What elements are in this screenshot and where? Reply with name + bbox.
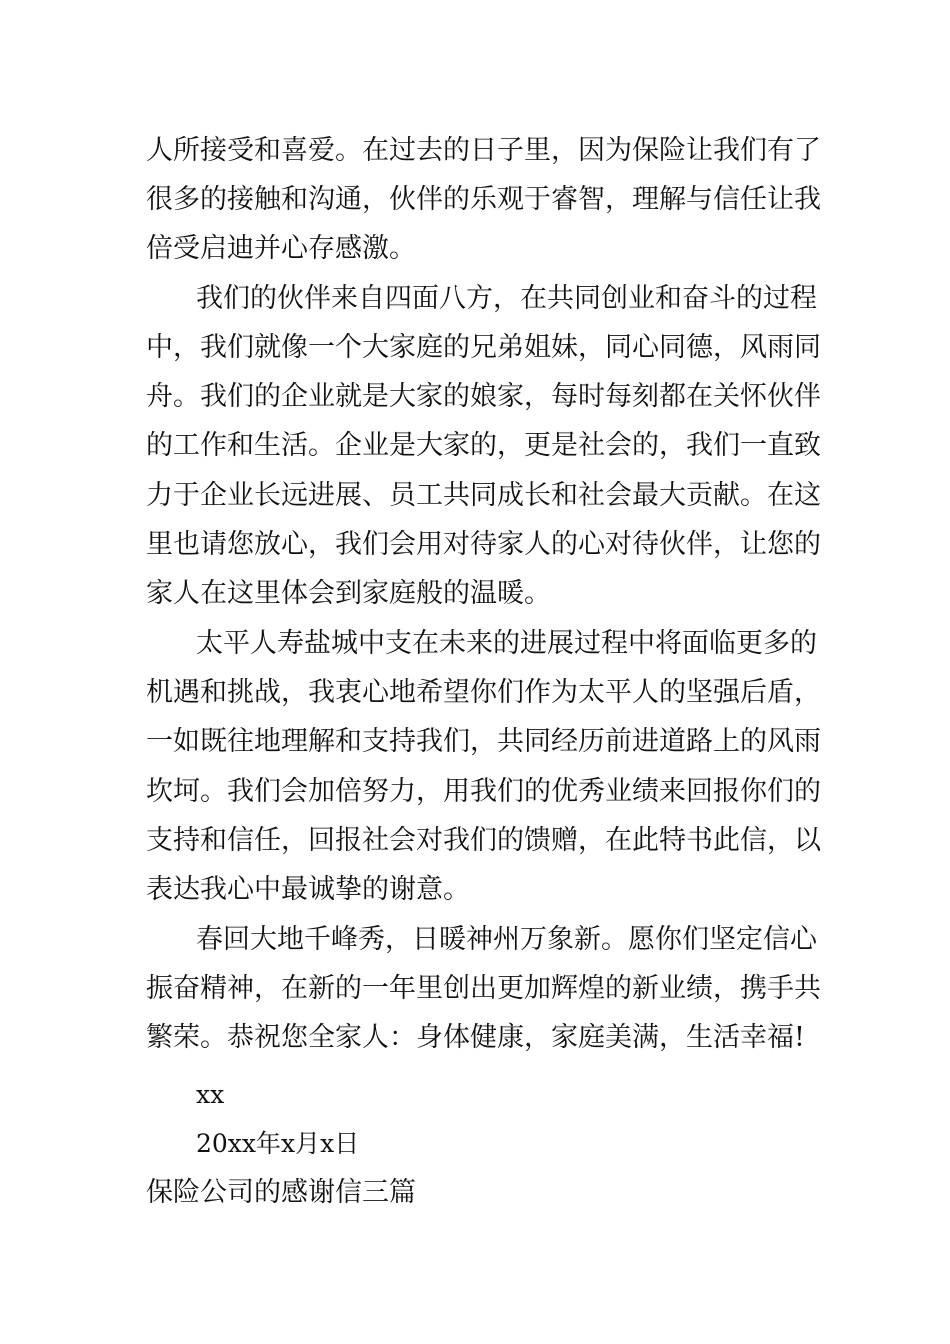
- letter-date: 20xx年x月x日: [196, 1129, 360, 1158]
- body-line: 里也请您放心，我们会用对待家人的心对待伙伴，让您的: [146, 529, 821, 560]
- paragraph-start-line: 春回大地千峰秀，日暖神州万象新。愿你们坚定信心: [196, 924, 817, 955]
- body-line: 繁荣。恭祝您全家人：身体健康，家庭美满，生活幸福!: [146, 1022, 805, 1053]
- body-line: 支持和信任，回报社会对我们的馈赠，在此特书此信，以: [146, 825, 821, 856]
- body-line: 表达我心中最诚挚的谢意。: [146, 874, 470, 905]
- body-line: 人所接受和喜爱。在过去的日子里，因为保险让我们有了: [146, 135, 821, 166]
- body-line: 坎坷。我们会加倍努力，用我们的优秀业绩来回报你们的: [146, 776, 821, 807]
- body-line: 力于企业长远进展、员工共同成长和社会最大贡献。在这: [146, 480, 821, 511]
- signature: xx: [196, 1080, 225, 1109]
- body-line: 中，我们就像一个大家庭的兄弟姐妹，同心同德，风雨同: [146, 332, 821, 363]
- paragraph-start-line: 我们的伙伴来自四面八方，在共同创业和奋斗的过程: [196, 283, 817, 314]
- body-line: 机遇和挑战，我衷心地希望你们作为太平人的坚强后盾，: [146, 677, 821, 708]
- body-line: 舟。我们的企业就是大家的娘家，每时每刻都在关怀伙伴: [146, 381, 821, 412]
- next-section-title: 保险公司的感谢信三篇: [146, 1177, 416, 1208]
- body-line: 很多的接触和沟通，伙伴的乐观于睿智，理解与信任让我: [146, 184, 821, 215]
- paragraph-start-line: 太平人寿盐城中支在未来的进展过程中将面临更多的: [196, 628, 817, 659]
- body-line: 的工作和生活。企业是大家的，更是社会的，我们一直致: [146, 430, 821, 461]
- body-line: 家人在这里体会到家庭般的温暖。: [146, 578, 551, 609]
- body-line: 振奋精神，在新的一年里创出更加辉煌的新业绩，携手共: [146, 973, 821, 1004]
- body-line: 一如既往地理解和支持我们，共同经历前进道路上的风雨: [146, 726, 821, 757]
- body-line: 倍受启迪并心存感激。: [146, 233, 416, 264]
